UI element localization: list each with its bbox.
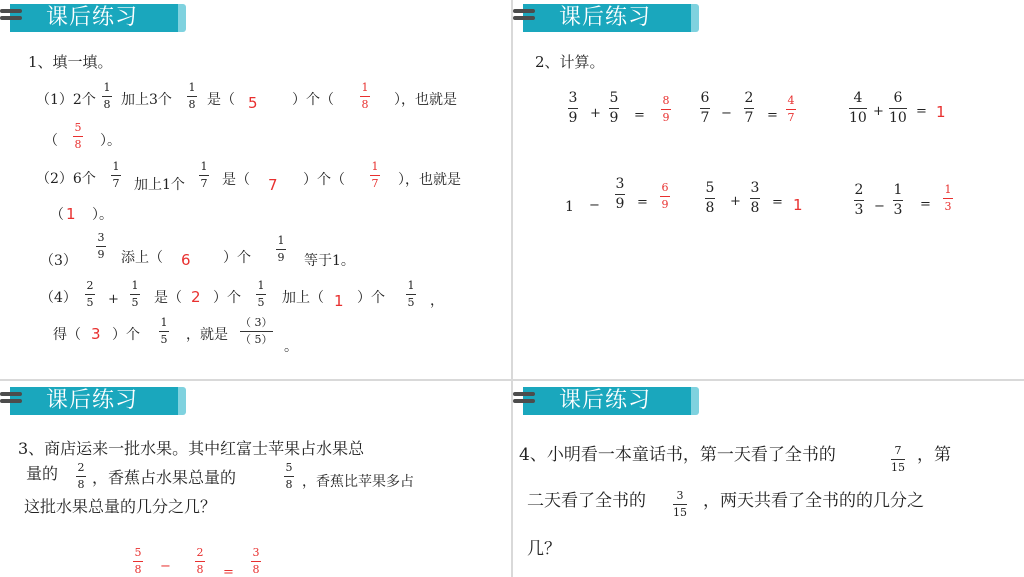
- binder-rings-icon: [513, 392, 535, 410]
- fraction: 2 5: [86, 279, 94, 309]
- q1-heading: 1、填一填。: [28, 53, 113, 71]
- panel-q3: 课后练习 3、商店运来一批水果。其中红富士苹果占水果总 量的 2 8 ，香蕉占水果总量的 5 8 ，香蕉比苹果多占 这批水果总量的几分之几？ 5 8 − 2 8 = 3 8: [0, 381, 511, 577]
- fraction: 1 7: [112, 160, 120, 190]
- fraction: 3 9: [97, 231, 105, 261]
- fraction: 1 9: [277, 234, 285, 264]
- answer-fraction: 2 8: [196, 546, 204, 576]
- section-header: [513, 387, 698, 415]
- fraction: 1 5: [160, 316, 168, 346]
- answer-fraction: 6 9: [661, 181, 669, 211]
- answer: 5: [248, 94, 258, 112]
- fraction: 5 8: [285, 461, 293, 491]
- fraction: 1 7: [200, 160, 208, 190]
- answer: 3: [91, 325, 101, 343]
- answer: 1: [793, 196, 803, 214]
- section-header: [0, 4, 185, 32]
- fraction: 1 8: [188, 81, 196, 111]
- panel-q4: 课后练习 4、小明看一本童话书，第一天看了全书的 7 15 ，第 二天看了全书的 3 15 ，两天共看了全书的的几分之 几？: [513, 381, 1024, 577]
- binder-rings-icon: [0, 392, 22, 410]
- fraction: 1 8: [103, 81, 111, 111]
- section-title: 课后练习: [559, 5, 652, 30]
- answer: 1: [936, 103, 946, 121]
- section-title: 课后练习: [46, 388, 139, 413]
- q2-heading: 2、计算。: [535, 53, 605, 71]
- answer-fraction: 8 9: [662, 94, 670, 124]
- section-title: 课后练习: [46, 5, 139, 30]
- binder-rings-icon: [0, 9, 22, 27]
- binder-rings-icon: [513, 9, 535, 27]
- section-header: [513, 4, 698, 32]
- section-header: [0, 387, 185, 415]
- fraction: 1 5: [131, 279, 139, 309]
- answer-fraction: 5 8: [134, 546, 142, 576]
- answer: 2: [191, 288, 201, 306]
- panel-q1: 课后练习 1、填一填。 （1）2个 1 8 加上3个 1 8 是（ 5 ）个（ 1 8 ），也就是 （ 5 8 ）。 （2）6个 1 7 加上1个 1 7 是（ 7 ）个（ 1 7 ），也就是 （ 1 ）。 （3） 3 9 添上（ 6 ）个 1 9 等于1。 （4） 2 5 + 1 5 是（ 2 ）个 1 5 加上（ 1 ）个 1 5 ， 得（ 3 ）个 1 5 ，就是 （ 3） （ 5） 。: [0, 0, 511, 379]
- answer-fraction: 3 8: [252, 546, 260, 576]
- fraction: 3 15: [673, 489, 687, 519]
- fraction: 1 5: [407, 279, 415, 309]
- answer-fraction: （ 3） （ 5）: [240, 316, 273, 346]
- answer-fraction: 1 3: [944, 183, 952, 213]
- panel-q2: 课后练习 2、计算。 3 9 + 5 9 = 8 9 6 7 − 2 7 = 4 7 4 10 + 6 10 = 1 1 − 3 9 = 6 9 5 8 + 3 8 = 1 2 3 − 1 3 = 1 3: [513, 0, 1024, 379]
- fraction: 1 5: [257, 279, 265, 309]
- answer: 1: [334, 292, 344, 310]
- answer-fraction: 4 7: [787, 94, 795, 124]
- fraction: 2 8: [77, 461, 85, 491]
- fraction: 7 15: [891, 444, 905, 474]
- answer-fraction: 1 7: [371, 160, 379, 190]
- answer-fraction: 5 8: [74, 121, 82, 151]
- section-title: 课后练习: [559, 388, 652, 413]
- answer: 7: [268, 176, 278, 194]
- answer: 1: [66, 205, 76, 223]
- answer: 6: [181, 251, 191, 269]
- answer-fraction: 1 8: [361, 81, 369, 111]
